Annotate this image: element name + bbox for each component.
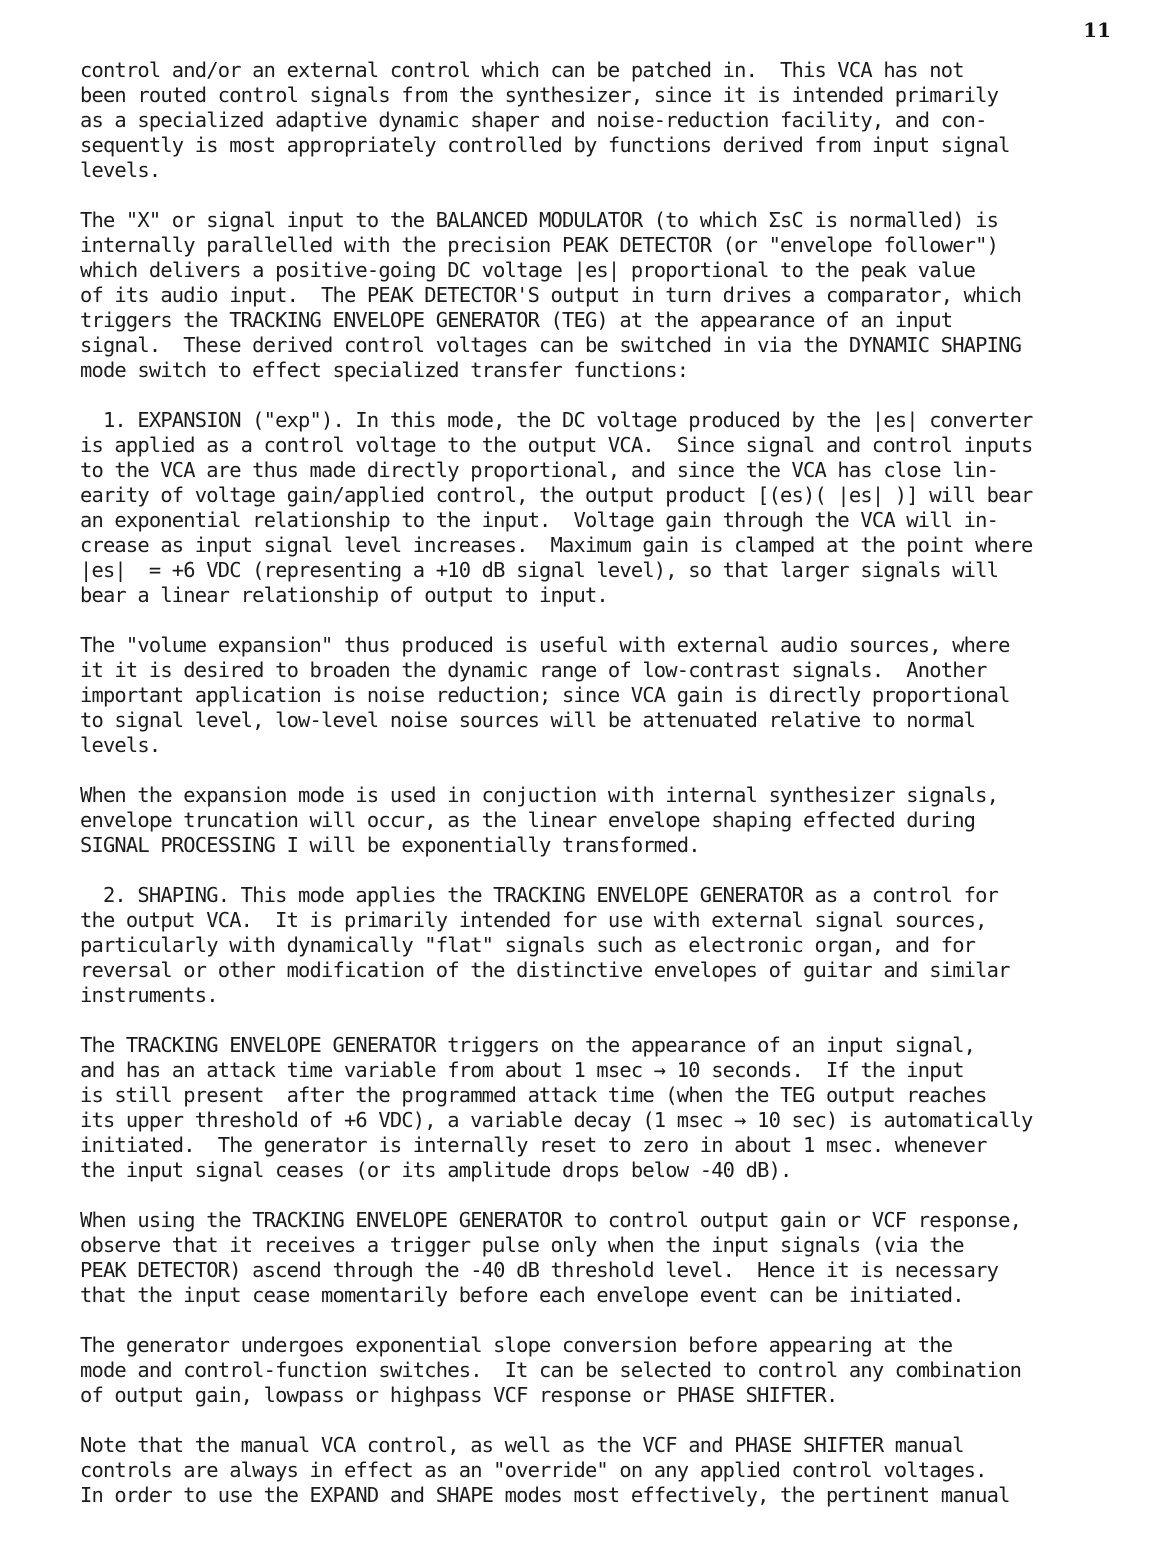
paragraph <box>80 408 1140 608</box>
text-line: Note that the manual VCA control, as well as the VCF and PHASE SHIFTER manual <box>80 1433 964 1457</box>
text-line: bear a linear relationship of output to input. <box>80 583 608 607</box>
paragraph <box>80 1033 1140 1183</box>
text-line: levels. <box>80 733 161 757</box>
text-line: important application is noise reduction; since VCA gain is directly proportional <box>80 683 1010 707</box>
paragraph-gap <box>80 608 1140 633</box>
text-line: The generator undergoes exponential slope conversion before appearing at the <box>80 1333 953 1357</box>
text-line: the input signal ceases (or its amplitude drops below -40 dB). <box>80 1158 792 1182</box>
text-line: sequently is most appropriately controlled by functions derived from input signal <box>80 133 1010 157</box>
text-line: mode and control-function switches. It can be selected to control any combination <box>80 1358 1022 1382</box>
text-line: and has an attack time variable from about 1 msec → 10 seconds. If the input <box>80 1058 964 1082</box>
text-line: When using the TRACKING ENVELOPE GENERATOR to control output gain or VCF response, <box>80 1208 1022 1232</box>
text-line: which delivers a positive-going DC voltage |es| proportional to the peak value <box>80 258 976 282</box>
text-line: control and/or an external control which can be patched in. This VCA has not <box>80 58 964 82</box>
text-line: PEAK DETECTOR) ascend through the -40 dB threshold level. Hence it is necessary <box>80 1258 999 1282</box>
text-line: is applied as a control voltage to the output VCA. Since signal and control inputs <box>80 433 1033 457</box>
paragraph-gap <box>80 858 1140 883</box>
paragraph-gap <box>80 1183 1140 1208</box>
text-line: |es| = +6 VDC (representing a +10 dB signal level), so that larger signals will <box>80 558 999 582</box>
text-line: mode switch to effect specialized transfer functions: <box>80 358 689 382</box>
text-line: instruments. <box>80 983 218 1007</box>
paragraph <box>80 883 1140 1008</box>
paragraph-gap <box>80 1308 1140 1333</box>
text-line: SIGNAL PROCESSING I will be exponentially transformed. <box>80 833 700 857</box>
paragraph <box>80 783 1140 858</box>
text-line: of output gain, lowpass or highpass VCF response or PHASE SHIFTER. <box>80 1383 838 1407</box>
text-line: controls are always in effect as an "override" on any applied control voltages. <box>80 1458 987 1482</box>
paragraph-gap <box>80 1408 1140 1433</box>
paragraph-gap <box>80 1008 1140 1033</box>
text-line: the output VCA. It is primarily intended for use with external signal sources, <box>80 908 987 932</box>
paragraph-gap <box>80 383 1140 408</box>
paragraph <box>80 1433 1140 1508</box>
text-line: 2. SHAPING. This mode applies the TRACKING ENVELOPE GENERATOR as a control for <box>80 883 999 907</box>
text-line: signal. These derived control voltages can be switched in via the DYNAMIC SHAPING <box>80 333 1022 357</box>
paragraph <box>80 633 1140 758</box>
text-line: as a specialized adaptive dynamic shaper and noise-reduction facility, and con- <box>80 108 987 132</box>
text-line: observe that it receives a trigger pulse only when the input signals (via the <box>80 1233 964 1257</box>
paragraph <box>80 1333 1140 1408</box>
paragraph-gap <box>80 183 1140 208</box>
text-line: of its audio input. The PEAK DETECTOR'S output in turn drives a comparator, which <box>80 283 1022 307</box>
text-line: triggers the TRACKING ENVELOPE GENERATOR (TEG) at the appearance of an input <box>80 308 953 332</box>
text-line: its upper threshold of +6 VDC), a variable decay (1 msec → 10 sec) is automatically <box>80 1108 1033 1132</box>
text-line: been routed control signals from the synthesizer, since it is intended primarily <box>80 83 999 107</box>
text-line: envelope truncation will occur, as the linear envelope shaping effected during <box>80 808 976 832</box>
text-line: The "X" or signal input to the BALANCED MODULATOR (to which ΣsC is normalled) is <box>80 208 999 232</box>
text-line: to signal level, low-level noise sources will be attenuated relative to normal <box>80 708 976 732</box>
text-line: In order to use the EXPAND and SHAPE modes most effectively, the pertinent manual <box>80 1483 1010 1507</box>
text-line: an exponential relationship to the input. Voltage gain through the VCA will in- <box>80 508 999 532</box>
page-number: 11 <box>1083 18 1111 42</box>
document-body <box>80 58 1140 1508</box>
text-line: The "volume expansion" thus produced is useful with external audio sources, where <box>80 633 1010 657</box>
paragraph <box>80 208 1140 383</box>
text-line: it it is desired to broaden the dynamic range of low-contrast signals. Another <box>80 658 987 682</box>
text-line: earity of voltage gain/applied control, the output product [(es)( |es| )] will bear <box>80 483 1033 507</box>
text-line: reversal or other modification of the distinctive envelopes of guitar and similar <box>80 958 1010 982</box>
text-line: that the input cease momentarily before each envelope event can be initiated. <box>80 1283 964 1307</box>
text-line: internally parallelled with the precision PEAK DETECTOR (or "envelope follower") <box>80 233 999 257</box>
text-line: to the VCA are thus made directly proportional, and since the VCA has close lin- <box>80 458 999 482</box>
text-line: is still present after the programmed attack time (when the TEG output reaches <box>80 1083 987 1107</box>
paragraph <box>80 1208 1140 1308</box>
text-line: initiated. The generator is internally reset to zero in about 1 msec. whenever <box>80 1133 987 1157</box>
text-line: 1. EXPANSION ("exp"). In this mode, the DC voltage produced by the |es| converter <box>80 408 1033 432</box>
text-line: crease as input signal level increases. Maximum gain is clamped at the point where <box>80 533 1033 557</box>
text-line: particularly with dynamically "flat" signals such as electronic organ, and for <box>80 933 976 957</box>
paragraph <box>80 58 1140 183</box>
text-line: When the expansion mode is used in conjuction with internal synthesizer signals, <box>80 783 999 807</box>
text-line: The TRACKING ENVELOPE GENERATOR triggers on the appearance of an input signal, <box>80 1033 976 1057</box>
paragraph-gap <box>80 758 1140 783</box>
text-line: levels. <box>80 158 161 182</box>
